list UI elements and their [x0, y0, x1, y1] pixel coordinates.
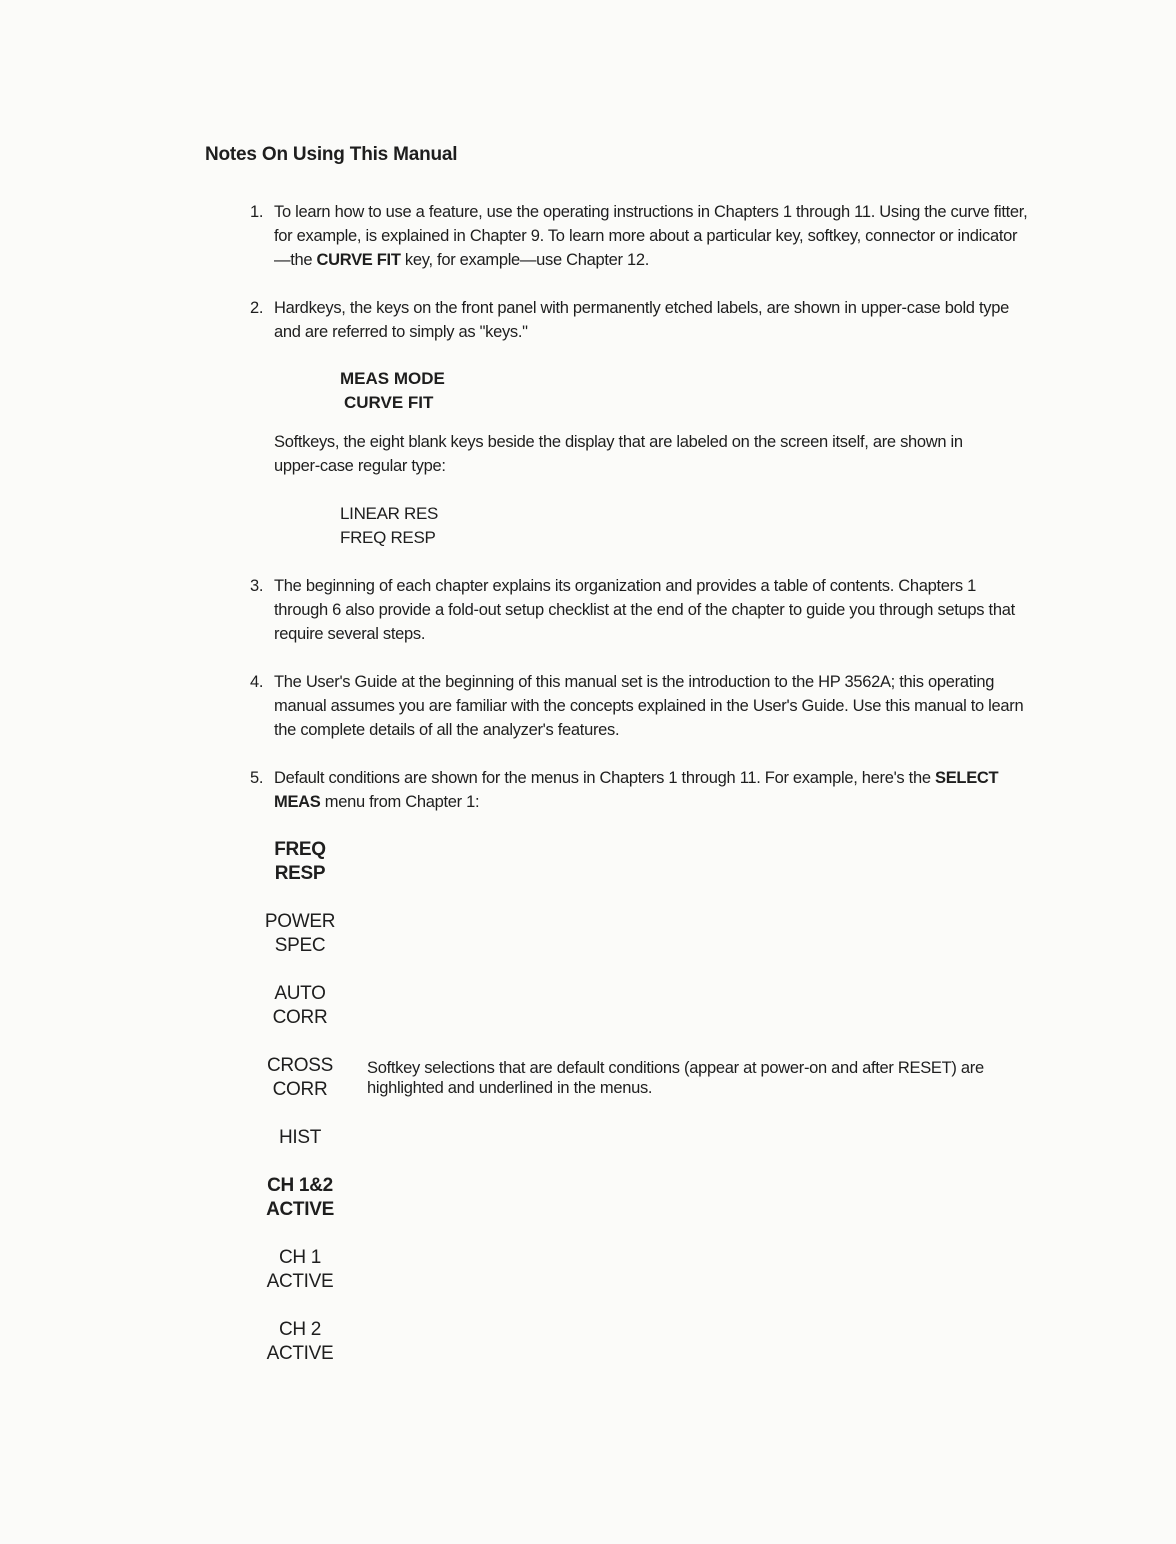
list-item-1 [250, 200, 1030, 272]
softkey-examples [340, 502, 640, 550]
select-meas-key: SELECT MEAS [274, 769, 999, 811]
default-conditions-note: Softkey selections that are default conditions (appear at power-on and after RESET) are highlighted and underlined in the menus. [367, 1059, 984, 1097]
curve-fit-key: CURVE FIT [316, 251, 401, 269]
item-text: Hardkeys, the keys on the front panel with permanently etched labels, are shown in upper-case bold type and are referred to simply as "keys." [274, 299, 1009, 341]
item-text: The beginning of each chapter explains its organization and provides a table of contents. Chapters 1 through 6 also provide a fold-out setup checklist at the end of the chapter to guide you through setups that require several steps. [274, 577, 1015, 643]
item-text: To learn how to use a feature, use the operating instructions in Chapters 1 through 11. Using the curve fitter, for example, is explained in Chapter 9. To learn more about a particular key, softkey, connector or indicator—the CURVE FIT key, for example—use Chapter 12. [274, 203, 1028, 269]
list-item-5 [250, 766, 1030, 814]
softkey-ch2-active: CH 2 ACTIVE [266, 1319, 334, 1364]
item-number: 3. [250, 577, 264, 595]
softkey-description: Softkeys, the eight blank keys beside the display that are labeled on the screen itself, are shown in upper-case regular type: [274, 433, 963, 475]
list-item-2 [250, 296, 1030, 344]
hardkey-example: MEAS MODE [340, 369, 445, 388]
item-number: 5. [250, 769, 264, 787]
page-title: Notes On Using This Manual [205, 144, 458, 165]
softkey-example: FREQ RESP [340, 528, 436, 547]
item-text: The User's Guide at the beginning of this manual set is the introduction to the HP 3562A; this operating manual assumes you are familiar with the concepts explained in the User's Guide. Use this manual to learn the complete details of all the analyzer's features. [274, 673, 1024, 739]
softkey-hist: HIST [278, 1127, 322, 1148]
item-number: 4. [250, 673, 264, 691]
softkey-ch12-active: CH 1&2 ACTIVE [266, 1175, 334, 1220]
softkey-example: LINEAR RES [340, 504, 439, 523]
list-item-3 [250, 574, 1030, 646]
softkey-cross-corr: CROSS CORR [266, 1055, 334, 1100]
hardkey-examples [340, 367, 640, 415]
softkey-freq-resp: FREQ RESP [274, 839, 326, 884]
hardkey-example: CURVE FIT [344, 393, 434, 412]
item-number: 1. [250, 203, 264, 221]
softkey-ch1-active: CH 1 ACTIVE [266, 1247, 334, 1292]
item-number: 2. [250, 299, 264, 317]
softkey-power-spec: POWER SPEC [264, 911, 336, 956]
list-item-4 [250, 670, 1030, 742]
item-text: Default conditions are shown for the menus in Chapters 1 through 11. For example, here's the SELECT MEAS menu from Chapter 1: [274, 769, 999, 811]
softkey-auto-corr: AUTO CORR [272, 983, 328, 1028]
